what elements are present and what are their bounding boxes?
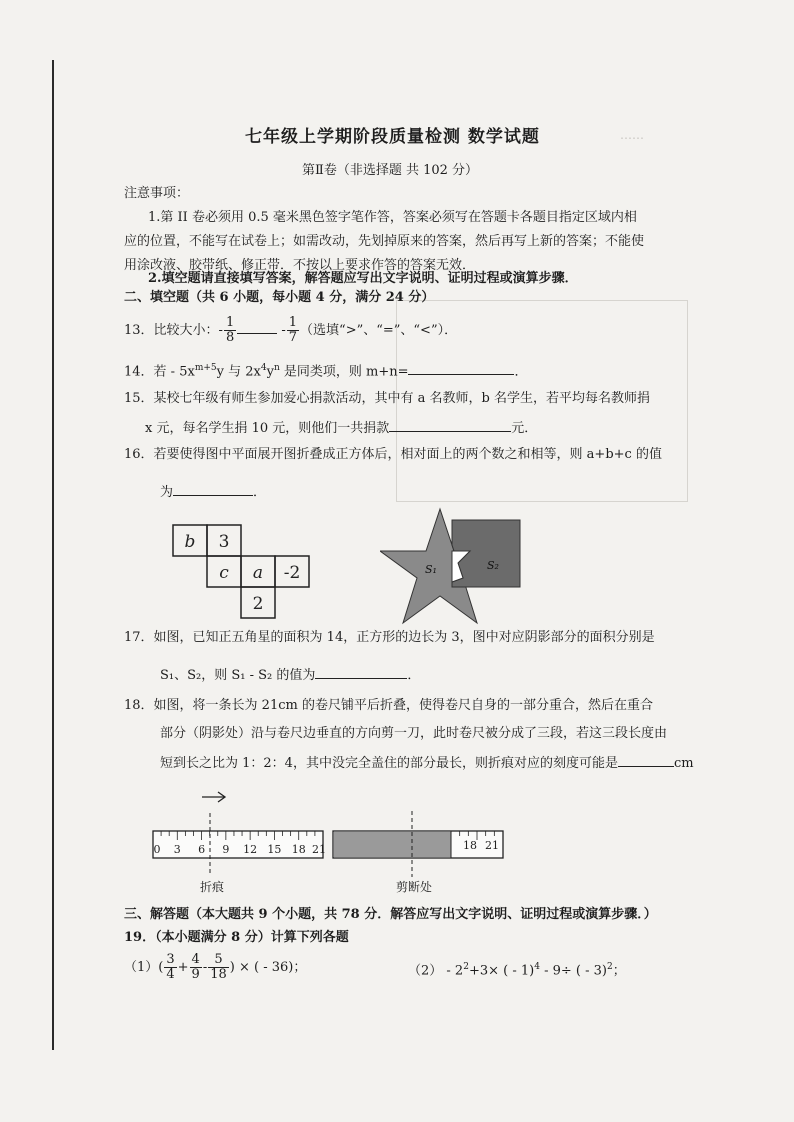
q14-end: ．: [514, 364, 528, 380]
ruler-tick-label: 3: [173, 843, 181, 856]
q15-end: 元．: [511, 421, 538, 436]
q19-fraction-1: [164, 953, 176, 982]
q19-p2-c: - 9÷ ( - 3): [539, 963, 607, 979]
label-s2: S₂: [487, 559, 499, 572]
ruler-tick-label: 21: [312, 843, 326, 856]
q17-text: S₁、S₂，则 S₁ - S₂ 的值为: [160, 668, 316, 683]
q19-fraction-3: [208, 953, 229, 982]
ruler-tick-label: 18: [463, 839, 477, 852]
note-1-line-a: 1.第 II 卷必须用 0.5 毫米黑色签字笔作答，答案必须写在答题卡各题目指定区域内相: [148, 210, 637, 225]
label-s1: S₁: [425, 563, 437, 576]
q14-text-4: 是同类项，则 m+n=: [279, 364, 409, 380]
q13-instruction: （选填“>”、“=”、“<”）．: [300, 323, 458, 338]
q18-text: 短到长之比为 1：2：4，其中没完全盖住的部分最长，则折痕对应的刻度可能是: [160, 756, 618, 771]
q14-exp-3: n: [273, 363, 280, 373]
question-14: [124, 359, 528, 381]
q19-p1-prefix: （1）(: [124, 960, 164, 975]
q17-answer-blank[interactable]: [315, 666, 407, 679]
section-3-heading: 三、解答题（本大题共 9 个小题，共 78 分．解答应写出文字说明、证明过程或演算步骤．）: [124, 907, 657, 922]
exam-subtitle: 第Ⅱ卷（非选择题 共 102 分）: [302, 163, 479, 178]
q19-p1-suffix: ) × ( - 36)；: [229, 960, 307, 975]
bleed-through-text: ……: [620, 128, 644, 142]
q14-text-3: y: [266, 364, 274, 380]
question-16-line-1: 16．若要使得图中平面展开图折叠成正方体后，相对面上的两个数之和相等，则 a+b+c 的值: [124, 447, 662, 462]
q16-answer-blank[interactable]: [173, 483, 253, 496]
q19-f2-num: 4: [191, 952, 200, 967]
section-2-heading: 二、填空题（共 6 小题，每小题 4 分，满分 24 分）: [124, 290, 435, 305]
q13-f1-denominator: 8: [225, 330, 235, 345]
q17-end: ．: [407, 668, 421, 683]
net-label-b: b: [184, 532, 196, 552]
question-19-part-2: [408, 958, 626, 980]
question-15-line-1: 15．某校七年级有师生参加爱心捐款活动，其中有 a 名教师，b 名学生，若平均每名教师捐: [124, 391, 651, 406]
star-square-figure: [380, 505, 530, 627]
question-19-part-1: [124, 953, 306, 983]
note-2: 2.填空题请直接填写答案，解答题应写出文字说明、证明过程或演算步骤．: [148, 271, 578, 286]
q16-end: ．: [253, 485, 267, 500]
question-13: [124, 316, 457, 346]
q13-f2-numerator: 1: [288, 315, 298, 330]
question-19-heading: 19．（本小题满分 8 分）计算下列各题: [124, 930, 349, 945]
q19-fraction-2: [190, 953, 202, 982]
net-label-a: a: [252, 563, 264, 583]
q19-plus: +: [177, 960, 189, 975]
q19-f3-num: 5: [208, 953, 229, 968]
q13-minus: -: [281, 323, 286, 338]
q19-p2-a: （2） - 2: [408, 963, 464, 979]
exam-title: 七年级上学期阶段质量检测 数学试题: [245, 127, 540, 147]
cube-net-figure: [170, 522, 316, 624]
ruler-figure: [150, 785, 510, 900]
q19-p2-exp-2: 4: [534, 962, 540, 972]
q14-answer-blank[interactable]: [408, 362, 514, 375]
q14-exp-1: m+5: [194, 363, 217, 373]
ruler-tick-label: 21: [485, 839, 499, 852]
q19-p2-exp-1: 2: [463, 962, 469, 972]
q19-f3-den: 18: [210, 967, 227, 982]
q13-answer-blank[interactable]: [237, 321, 277, 334]
question-18-line-3: [160, 754, 694, 773]
q14-text-1: 14．若 - 5x: [124, 364, 195, 380]
question-17-line-1: 17．如图，已知正五角星的面积为 14，正方形的边长为 3，图中对应阴影部分的面积分别是: [124, 630, 655, 645]
q19-f1-num: 3: [166, 952, 175, 967]
net-label-2: 2: [252, 594, 264, 614]
q19-p2-d: ；: [612, 963, 626, 979]
ruler-shaded-overlap: [334, 832, 451, 857]
q18-unit: cm: [673, 756, 694, 771]
question-17-line-2: [160, 666, 420, 685]
net-label-c: c: [219, 563, 229, 583]
q19-p2-exp-3: 2: [606, 962, 613, 972]
notes-heading: 注意事项：: [124, 186, 190, 201]
q13-prefix: 13．比较大小：-: [124, 323, 223, 338]
fold-label: 折痕: [200, 880, 225, 894]
ruler-tick-label: 18: [291, 843, 306, 856]
question-18-line-1: 18．如图，将一条长为 21cm 的卷尺铺平后折叠，使得卷尺自身的一部分重合，然后在重合: [124, 698, 653, 713]
note-1-line-b: 应的位置，不能写在试卷上；如需改动，先划掉原来的答案，然后再写上新的答案；不能使: [124, 234, 645, 249]
q15-text: x 元，每名学生捐 10 元，则他们一共捐款: [145, 421, 390, 436]
q16-text: 为: [160, 485, 174, 500]
net-label-3: 3: [218, 532, 230, 552]
ruler-tick-label: 9: [222, 843, 230, 856]
cut-label: 剪断处: [396, 880, 433, 894]
note-1-line-c: 用涂改液、胶带纸、修正带．不按以上要求作答的答案无效．: [124, 258, 476, 273]
q15-answer-blank[interactable]: [389, 419, 511, 432]
q13-fraction-2: [287, 316, 299, 345]
ruler-tick-label: 6: [198, 843, 206, 856]
ruler-tick-label: 0: [153, 843, 161, 856]
q13-f1-numerator: 1: [225, 315, 235, 330]
q14-text-2: y 与 2x: [216, 364, 261, 380]
scan-edge: [52, 60, 54, 1050]
q18-answer-blank[interactable]: [618, 754, 674, 767]
question-16-line-2: [160, 483, 266, 502]
ruler-tick-label: 12: [243, 843, 258, 856]
q19-minus: -: [202, 960, 208, 975]
q19-f2-den: 9: [191, 967, 200, 982]
q19-f1-den: 4: [166, 967, 175, 982]
ruler-tick-label: 15: [267, 843, 282, 856]
question-15-line-2: [145, 419, 537, 438]
q19-p2-b: +3× ( - 1): [468, 963, 535, 979]
q13-f2-denominator: 7: [288, 330, 298, 345]
q14-exp-2: 4: [260, 363, 267, 373]
net-label-neg2: -2: [283, 563, 301, 583]
q13-fraction-1: [224, 316, 236, 345]
question-18-line-2: 部分（阴影处）沿与卷尺边垂直的方向剪一刀，此时卷尺被分成了三段，若这三段长度由: [160, 726, 668, 741]
